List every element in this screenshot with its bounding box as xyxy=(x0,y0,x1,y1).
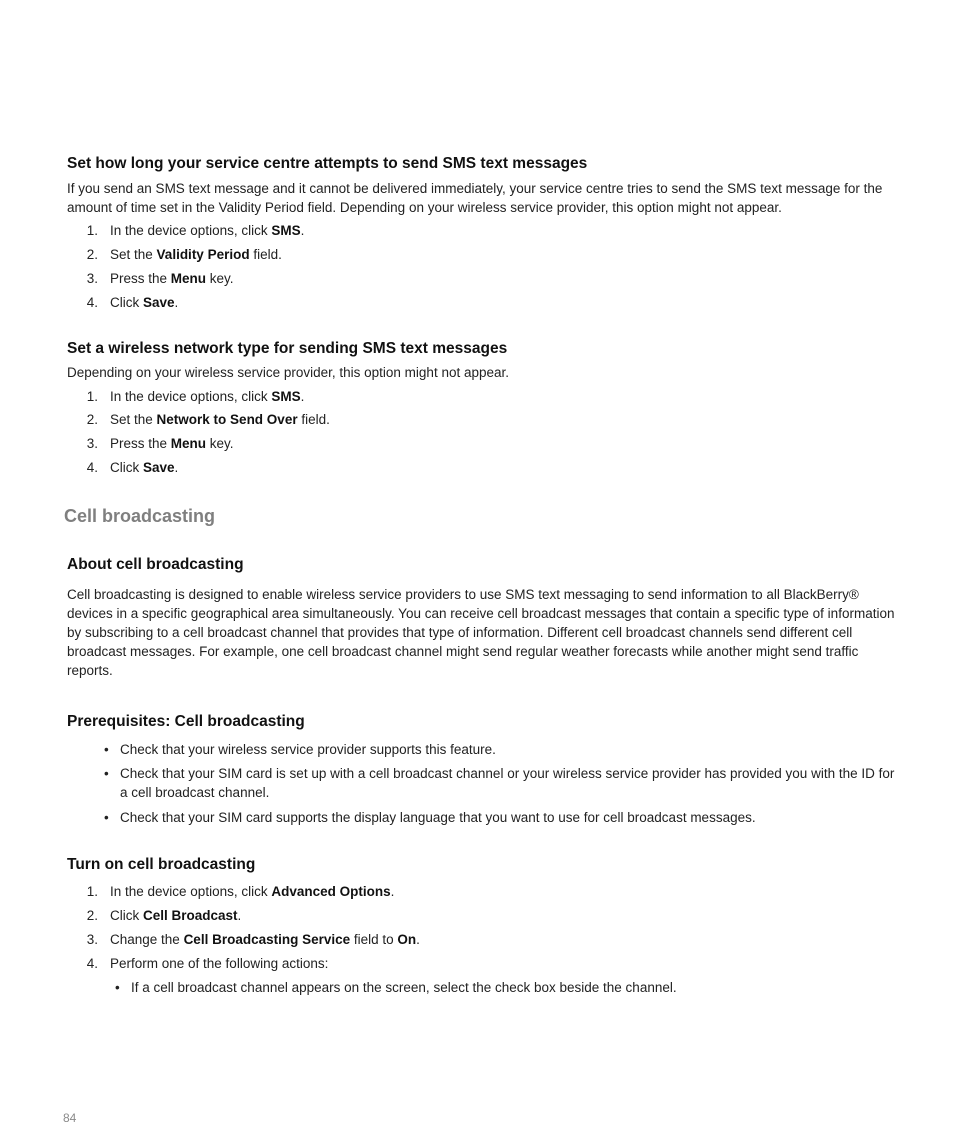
step-text: Set the Network to Send Over field. xyxy=(110,412,330,427)
list-item xyxy=(0,434,954,453)
list-item xyxy=(0,808,954,827)
bullet: • xyxy=(104,742,109,757)
list-item xyxy=(0,978,954,997)
section-intro-network-type: Depending on your wireless service provider, this option might not appear. xyxy=(67,365,509,380)
step-number: 4. xyxy=(86,460,98,475)
step-number: 3. xyxy=(86,271,98,286)
section-heading-network-type: Set a wireless network type for sending SMS text messages xyxy=(67,340,508,357)
step-text: Perform one of the following actions: xyxy=(110,956,329,971)
step-text: Press the Menu key. xyxy=(110,436,234,451)
step-number: 1. xyxy=(86,389,98,404)
list-item xyxy=(0,882,954,901)
section-intro-validity-period: If you send an SMS text message and it cannot be delivered immediately, your service centre tries to send the SMS text message for the amount of time set in the Validity Period field. Depending on your wireless service provider, this option might not appear. xyxy=(67,181,883,215)
step-text: Click Cell Broadcast. xyxy=(110,908,242,923)
step-text: Set the Validity Period field. xyxy=(110,247,282,262)
page-title: Cell broadcasting xyxy=(64,506,216,526)
list-item xyxy=(0,458,954,477)
step-number: 4. xyxy=(86,295,98,310)
bullet-text: If a cell broadcast channel appears on the screen, select the check box beside the channel. xyxy=(131,980,677,995)
step-text: Click Save. xyxy=(110,295,179,310)
bullet-text: Check that your wireless service provider supports this feature. xyxy=(120,742,496,757)
bullet-text: Check that your SIM card is set up with a cell broadcast channel or your wireless service provider has provided you with the ID for a cell broadcast channel. xyxy=(120,766,895,800)
bullet: • xyxy=(104,766,109,781)
step-number: 2. xyxy=(86,412,98,427)
list-item xyxy=(0,906,954,925)
step-number: 1. xyxy=(86,884,98,899)
step-text: Change the Cell Broadcasting Service field to On. xyxy=(110,932,420,947)
bullet: • xyxy=(104,810,109,825)
step-text: Click Save. xyxy=(110,460,179,475)
step-number: 4. xyxy=(86,956,98,971)
list-item xyxy=(0,740,954,759)
step-text: In the device options, click Advanced Options. xyxy=(110,884,395,899)
list-item xyxy=(0,293,954,312)
step-number: 3. xyxy=(86,436,98,451)
list-item xyxy=(0,764,954,804)
list-item xyxy=(0,269,954,288)
step-text: Press the Menu key. xyxy=(110,271,234,286)
step-number: 1. xyxy=(86,223,98,238)
list-item xyxy=(0,221,954,240)
list-item xyxy=(0,387,954,406)
step-number: 3. xyxy=(86,932,98,947)
section-heading-validity-period: Set how long your service centre attempts to send SMS text messages xyxy=(67,155,588,172)
section-heading-turn-on: Turn on cell broadcasting xyxy=(67,856,256,873)
bullet-text: Check that your SIM card supports the display language that you want to use for cell broadcast messages. xyxy=(120,810,756,825)
list-item xyxy=(0,410,954,429)
section-body-about: Cell broadcasting is designed to enable wireless service providers to use SMS text messaging to send information to all BlackBerry® devices in a specific geographical area simultaneously. You can receive cell broadcast messages that contain a specific type of information by subscribing to a cell broadcast channel that provides that type of information. Different cell broadcast channels send different cell broadcast messages. For example, one cell broadcast channel might send regular weather forecasts while another might send traffic reports. xyxy=(67,587,895,678)
step-text: In the device options, click SMS. xyxy=(110,223,305,238)
section-heading-about: About cell broadcasting xyxy=(67,556,244,573)
step-text: In the device options, click SMS. xyxy=(110,389,305,404)
list-item xyxy=(0,930,954,949)
step-number: 2. xyxy=(86,247,98,262)
step-number: 2. xyxy=(86,908,98,923)
list-item xyxy=(0,954,954,973)
page-number: 84 xyxy=(63,1111,77,1125)
section-heading-prerequisites: Prerequisites: Cell broadcasting xyxy=(67,713,305,730)
bullet: • xyxy=(115,980,120,995)
list-item xyxy=(0,245,954,264)
